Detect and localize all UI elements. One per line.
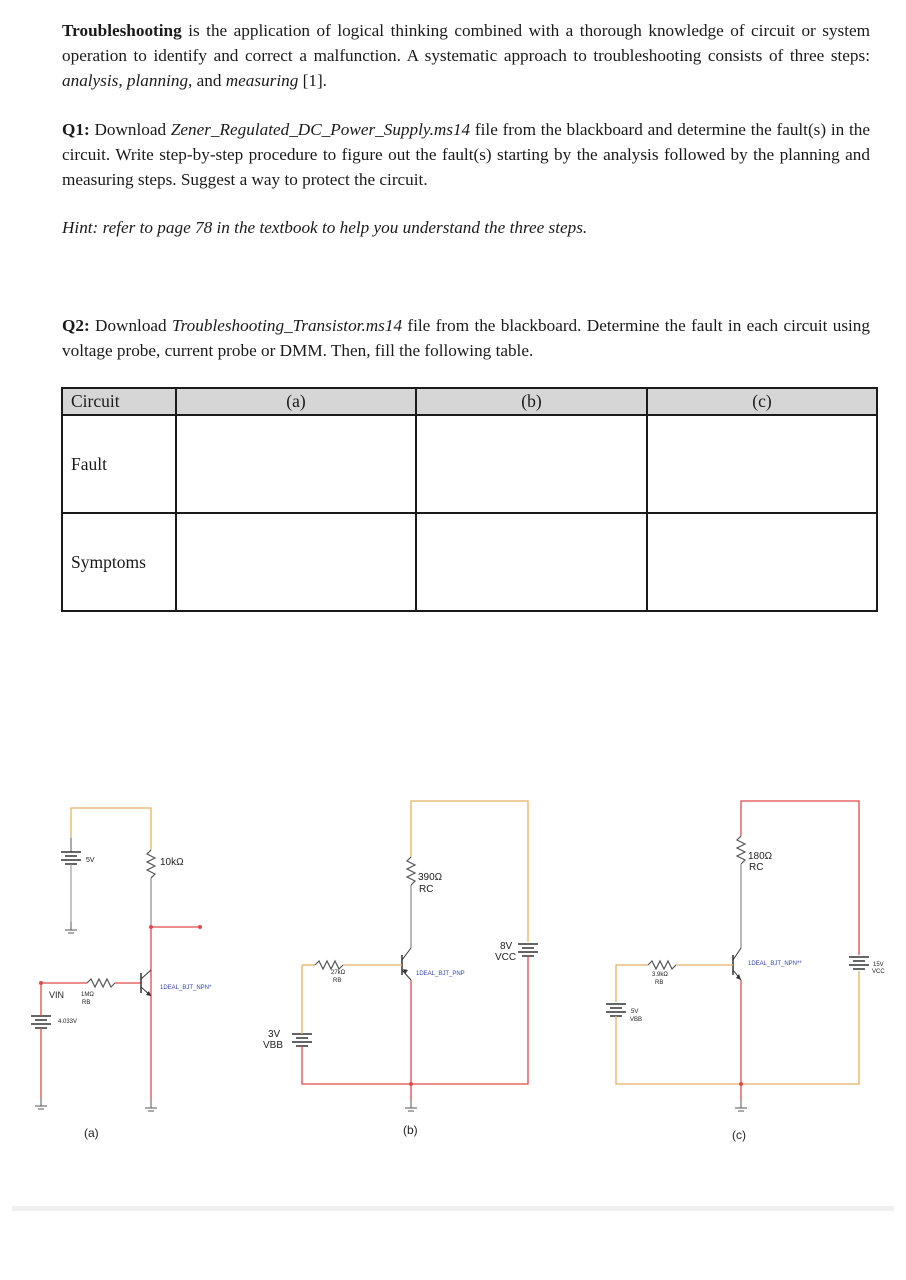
label-vbb-value-b: 3V	[268, 1029, 281, 1040]
battery-vcc-b	[518, 944, 538, 960]
label-rc-name-b: RC	[419, 884, 434, 895]
intro-paragraph	[62, 18, 870, 93]
fault-table	[61, 387, 878, 612]
label-vbb-name-c: VBB	[630, 1017, 643, 1023]
q1-text2: file from the blackboard and determine the fault(s) in the circuit. Write step-by-step procedure to figure out the fault(s) starting by the analysis followed by the planning and measuring steps. Suggest a way to protect the circuit.	[62, 120, 870, 189]
intro-ref: [1].	[298, 71, 327, 90]
battery-vbb-c	[606, 1004, 626, 1016]
table-header-row	[62, 388, 877, 415]
q2-text1: Download	[89, 316, 173, 335]
intro-text: is the application of logical thinking combined with a thorough knowledge of circuit or system operation to identify and correct a malfunction. A systematic approach to troubleshooting consists of three steps:	[62, 21, 870, 65]
row-label-symptoms: Symptoms	[62, 513, 176, 611]
table-header-b: (b)	[416, 388, 647, 415]
label-rb-name-b: RB	[333, 978, 342, 984]
resistor-rc-a	[147, 850, 155, 878]
label-vbb-value-c: 5V	[631, 1009, 639, 1015]
circuit-b	[263, 801, 538, 1137]
q1-filename: Zener_Regulated_DC_Power_Supply.ms14	[170, 120, 471, 139]
table-header-circuit: Circuit	[62, 388, 176, 415]
label-vbb-name-b: VBB	[263, 1040, 284, 1051]
transistor-a	[141, 970, 151, 996]
label-rb-value-c: 3.9kΩ	[652, 972, 668, 978]
cell-symptoms-a[interactable]	[176, 513, 416, 611]
q1-label: Q1:	[62, 120, 90, 139]
label-rb-value-a: 1MΩ	[81, 992, 94, 998]
label-rb-value-b: 27kΩ	[331, 970, 346, 976]
circuit-c	[606, 801, 885, 1142]
label-rb-name-c: RB	[655, 980, 664, 986]
label-vin-a: VIN	[49, 990, 65, 1000]
battery-vin-a	[31, 1012, 51, 1109]
label-transistor-c: 1DEAL_BJT_NPN**	[748, 961, 802, 967]
intro-steps: analysis, planning,	[62, 71, 193, 90]
table-row-fault	[62, 415, 877, 513]
q1-paragraph	[62, 117, 870, 192]
page-separator	[12, 1206, 894, 1211]
intro-measuring: measuring	[225, 71, 299, 90]
cell-fault-a[interactable]	[176, 415, 416, 513]
label-rc-name-c: RC	[749, 862, 764, 873]
resistor-rb-c	[648, 961, 676, 969]
q1-text1: Download	[89, 120, 171, 139]
label-transistor-b: 1DEAL_BJT_PNP	[416, 971, 465, 977]
resistor-rb-a	[87, 979, 115, 987]
cell-symptoms-b[interactable]	[416, 513, 647, 611]
transistor-b	[402, 948, 411, 980]
label-vcc-value-b: 8V	[500, 941, 513, 952]
resistor-rb-b	[315, 961, 343, 969]
intro-term: Troubleshooting	[62, 21, 182, 40]
q2-label: Q2:	[62, 316, 90, 335]
caption-c: (c)	[732, 1128, 746, 1142]
label-transistor-a: 1DEAL_BJT_NPN*	[160, 985, 212, 991]
q2-filename: Troubleshooting_Transistor.ms14	[172, 316, 403, 335]
label-vcc-value-c: 15V	[873, 962, 884, 968]
q2-text2: file from the blackboard. Determine the fault in each circuit using voltage probe, current probe or DMM. Then, fill the following table.	[62, 316, 870, 360]
label-vcc-name-c: VCC	[872, 969, 885, 975]
resistor-rc-c	[737, 836, 745, 864]
label-rc-a: 10kΩ	[160, 857, 184, 868]
label-rc-value-c: 180Ω	[748, 851, 773, 862]
resistor-rc-b	[407, 857, 415, 885]
transistor-c	[733, 948, 741, 980]
caption-b: (b)	[403, 1123, 418, 1137]
circuit-a	[31, 808, 212, 1140]
table-header-c: (c)	[647, 388, 877, 415]
battery-vcc-c	[849, 957, 869, 969]
battery-vbb-b	[292, 1030, 312, 1046]
label-vcc-name-b: VCC	[495, 952, 517, 963]
battery-5v-a	[61, 838, 81, 933]
hint-paragraph: Hint: refer to page 78 in the textbook to help you understand the three steps.	[62, 218, 588, 237]
q2-paragraph	[62, 313, 870, 363]
label-rc-value-b: 390Ω	[418, 872, 443, 883]
row-label-fault: Fault	[62, 415, 176, 513]
caption-a: (a)	[84, 1126, 99, 1140]
cell-symptoms-c[interactable]	[647, 513, 877, 611]
intro-and: and	[192, 71, 226, 90]
cell-fault-c[interactable]	[647, 415, 877, 513]
label-rb-name-a: RB	[82, 1000, 91, 1006]
table-row-symptoms	[62, 513, 877, 611]
circuit-diagrams	[0, 780, 906, 1160]
cell-fault-b[interactable]	[416, 415, 647, 513]
label-5v-a: 5V	[86, 857, 95, 864]
label-vin-value-a: 4.033V	[58, 1019, 78, 1025]
table-header-a: (a)	[176, 388, 416, 415]
